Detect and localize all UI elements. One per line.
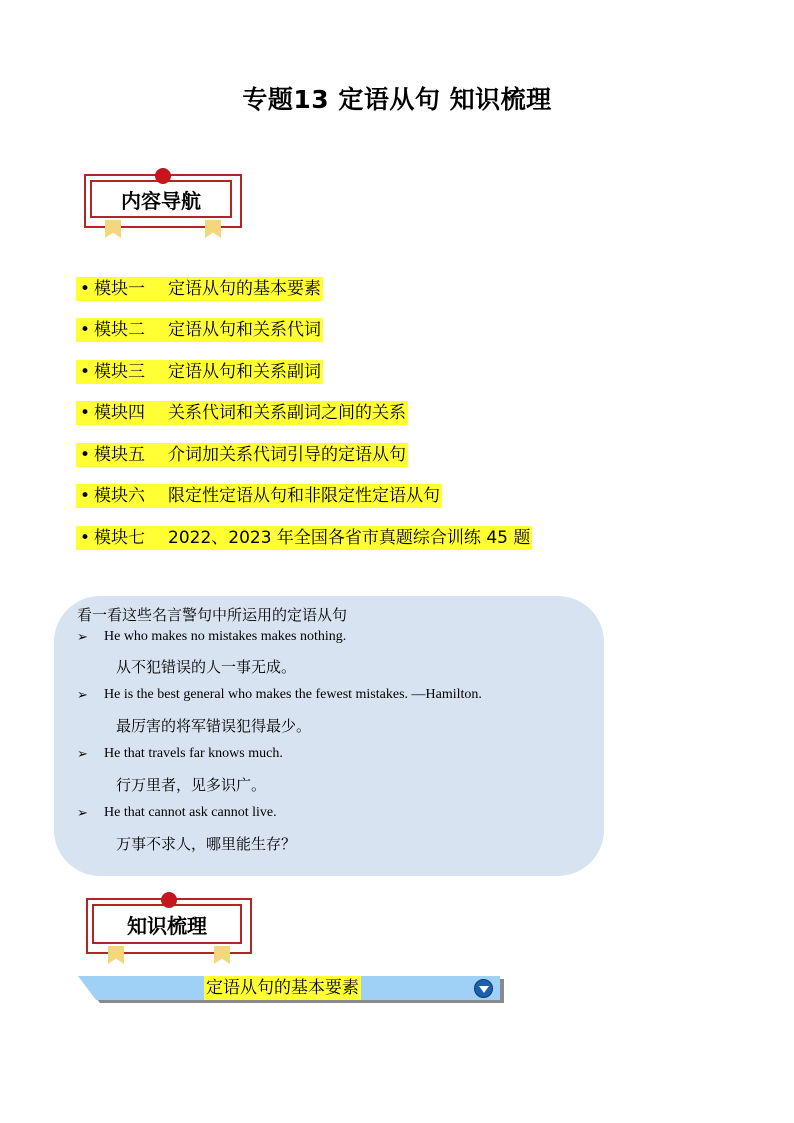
module-code: 模块四 xyxy=(94,403,145,423)
badge-dot-icon xyxy=(161,892,177,908)
module-text: 2022、2023 年全国各省市真题综合训练 45 题 xyxy=(168,528,531,548)
arrow-bullet-icon: ➢ xyxy=(77,688,88,703)
knowledge-badge xyxy=(86,892,256,964)
page-title: 专题13 定语从句 知识梳理 xyxy=(242,85,552,114)
quote-chinese: 万事不求人，哪里能生存？ xyxy=(116,835,297,853)
module-code: 模块一 xyxy=(94,279,145,299)
ribbon-right-icon xyxy=(205,220,221,238)
chevron-down-circle-icon[interactable] xyxy=(474,979,493,998)
module-code: 模块七 xyxy=(94,528,145,548)
module-item-1[interactable]: • 模块一 定语从句的基本要素 xyxy=(76,277,323,301)
badge-dot-icon xyxy=(155,168,171,184)
quote-chinese: 从不犯错误的人一事无成。 xyxy=(116,658,297,676)
arrow-bullet-icon: ➢ xyxy=(77,747,88,762)
quote-chinese: 最厉害的将军错误犯得最少。 xyxy=(116,717,312,735)
quote-english: He is the best general who makes the fewest mistakes. —Hamilton. xyxy=(104,687,482,702)
quote-chinese: 行万里者，见多识广。 xyxy=(116,776,267,794)
quote-english: He that travels far knows much. xyxy=(104,746,283,761)
module-text: 介词加关系代词引导的定语从句 xyxy=(168,445,406,465)
module-item-6[interactable]: • 模块六 限定性定语从句和非限定性定语从句 xyxy=(76,484,442,508)
module-code: 模块五 xyxy=(94,445,145,465)
nav-badge-label: 内容导航 xyxy=(90,180,232,218)
section-header-bar[interactable] xyxy=(78,976,500,1000)
module-text: 定语从句和关系副词 xyxy=(168,362,321,382)
module-code: 模块六 xyxy=(94,486,145,506)
module-text: 定语从句的基本要素 xyxy=(168,279,321,299)
quote-english: He that cannot ask cannot live. xyxy=(104,805,277,820)
arrow-bullet-icon: ➢ xyxy=(77,630,88,645)
module-item-7[interactable]: • 模块七 2022、2023 年全国各省市真题综合训练 45 题 xyxy=(76,526,532,550)
module-item-2[interactable]: • 模块二 定语从句和关系代词 xyxy=(76,318,323,342)
quote-english: He who makes no mistakes makes nothing. xyxy=(104,629,347,644)
arrow-bullet-icon: ➢ xyxy=(77,806,88,821)
module-code: 模块二 xyxy=(94,320,145,340)
module-item-5[interactable]: • 模块五 介词加关系代词引导的定语从句 xyxy=(76,443,408,467)
module-text: 关系代词和关系副词之间的关系 xyxy=(168,403,406,423)
knowledge-badge-label: 知识梳理 xyxy=(92,904,242,944)
ribbon-left-icon xyxy=(108,946,124,964)
nav-badge xyxy=(84,168,244,238)
module-text: 限定性定语从句和非限定性定语从句 xyxy=(168,486,440,506)
quotes-heading: 看一看这些名言警句中所运用的定语从句 xyxy=(77,606,348,624)
module-item-4[interactable]: • 模块四 关系代词和关系副词之间的关系 xyxy=(76,401,408,425)
ribbon-right-icon xyxy=(214,946,230,964)
ribbon-left-icon xyxy=(105,220,121,238)
module-code: 模块三 xyxy=(94,362,145,382)
module-item-3[interactable]: • 模块三 定语从句和关系副词 xyxy=(76,360,323,384)
module-text: 定语从句和关系代词 xyxy=(168,320,321,340)
section-header-label: 定语从句的基本要素 xyxy=(206,978,359,998)
